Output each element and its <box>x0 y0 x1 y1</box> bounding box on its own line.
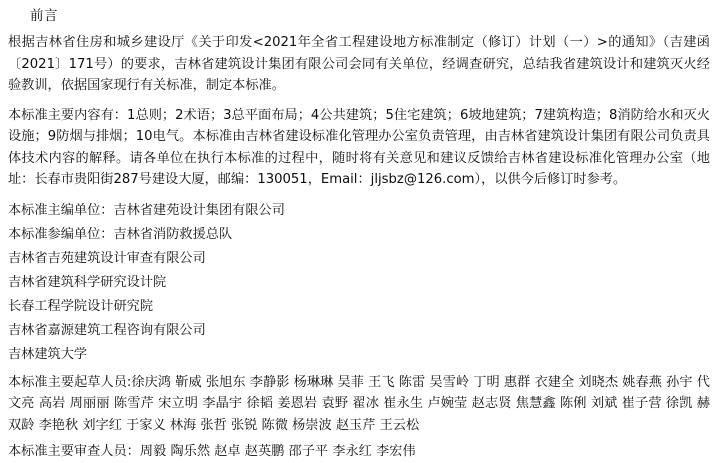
unit-line-7: 吉林建筑大学 <box>8 346 88 362</box>
participating-units-block <box>8 199 710 367</box>
unit-line-6: 吉林省嘉源建筑工程咨询有限公司 <box>8 322 206 338</box>
reviewers-paragraph: 本标准主要审查人员：周毅 陶乐然 赵卓 赵英鹏 邵子平 李永红 李宏伟 <box>8 444 416 459</box>
foreword-paragraph-1: 根据吉林省住房和城乡建设厅《关于印发<2021年全省工程建设地方标准制定（修订）计划（一）>的通知》（吉建函〔2021〕171号）的要求，吉林省建筑设计集团有限公司会同有关单位，经调查研究，总结我省建筑设计和建筑灭火经验教训，依据国家现行有关标准，制定本标准。 <box>8 35 710 93</box>
drafters-paragraph: 本标准主要起草人员:徐庆鸿 靳威 张旭东 李静影 杨琳琳 吴菲 王飞 陈雷 吴雪岭 丁明 惠群 衣建全 刘晓杰 姚春燕 孙宇 代文亮 高岩 周丽丽 陈雪芹 宋立明 李晶宇 徐韬 姜恩岩 袁野 翟冰 崔永生 卢婉莹 赵志贤 焦慧鑫 陈俐 刘斌 崔子营 徐凯 赫双龄 李艳秋 刘字红 于家义 林海 张哲 张锐 陈微 杨崇波 赵玉芹 王云松 <box>8 374 710 433</box>
chief-editing-unit-line: 本标准主编单位：吉林省建苑设计集团有限公司 <box>8 202 285 218</box>
unit-line-4: 吉林省建筑科学研究设计院 <box>8 274 167 290</box>
unit-line-3: 吉林省吉苑建筑设计审查有限公司 <box>8 250 206 266</box>
unit-line-5: 长春工程学院设计研究院 <box>8 298 154 314</box>
foreword-paragraph-2: 本标准主要内容有：1总则；2术语；3总平面布局；4公共建筑；5住宅建筑；6坡地建筑；7建筑构造；8消防给水和灭火设施；9防烟与排烟；10电气。本标准由吉林省建设标准化管理办公室负责管理，由吉林省建筑设计集团有限公司负责具体技术内容的解释。请各单位在执行本标准的过程中，随时将有关意见和建议反馈给吉林省建设标准化管理办公室（地址：长春市贵阳街287号建设大厦，邮编：130051，Email：jljsbz@126.com），以供今后修订时参考。 <box>8 107 710 187</box>
co-editing-unit-line: 本标准参编单位：吉林省消防救援总队 <box>8 226 233 242</box>
page-title: 前言 <box>30 8 58 24</box>
